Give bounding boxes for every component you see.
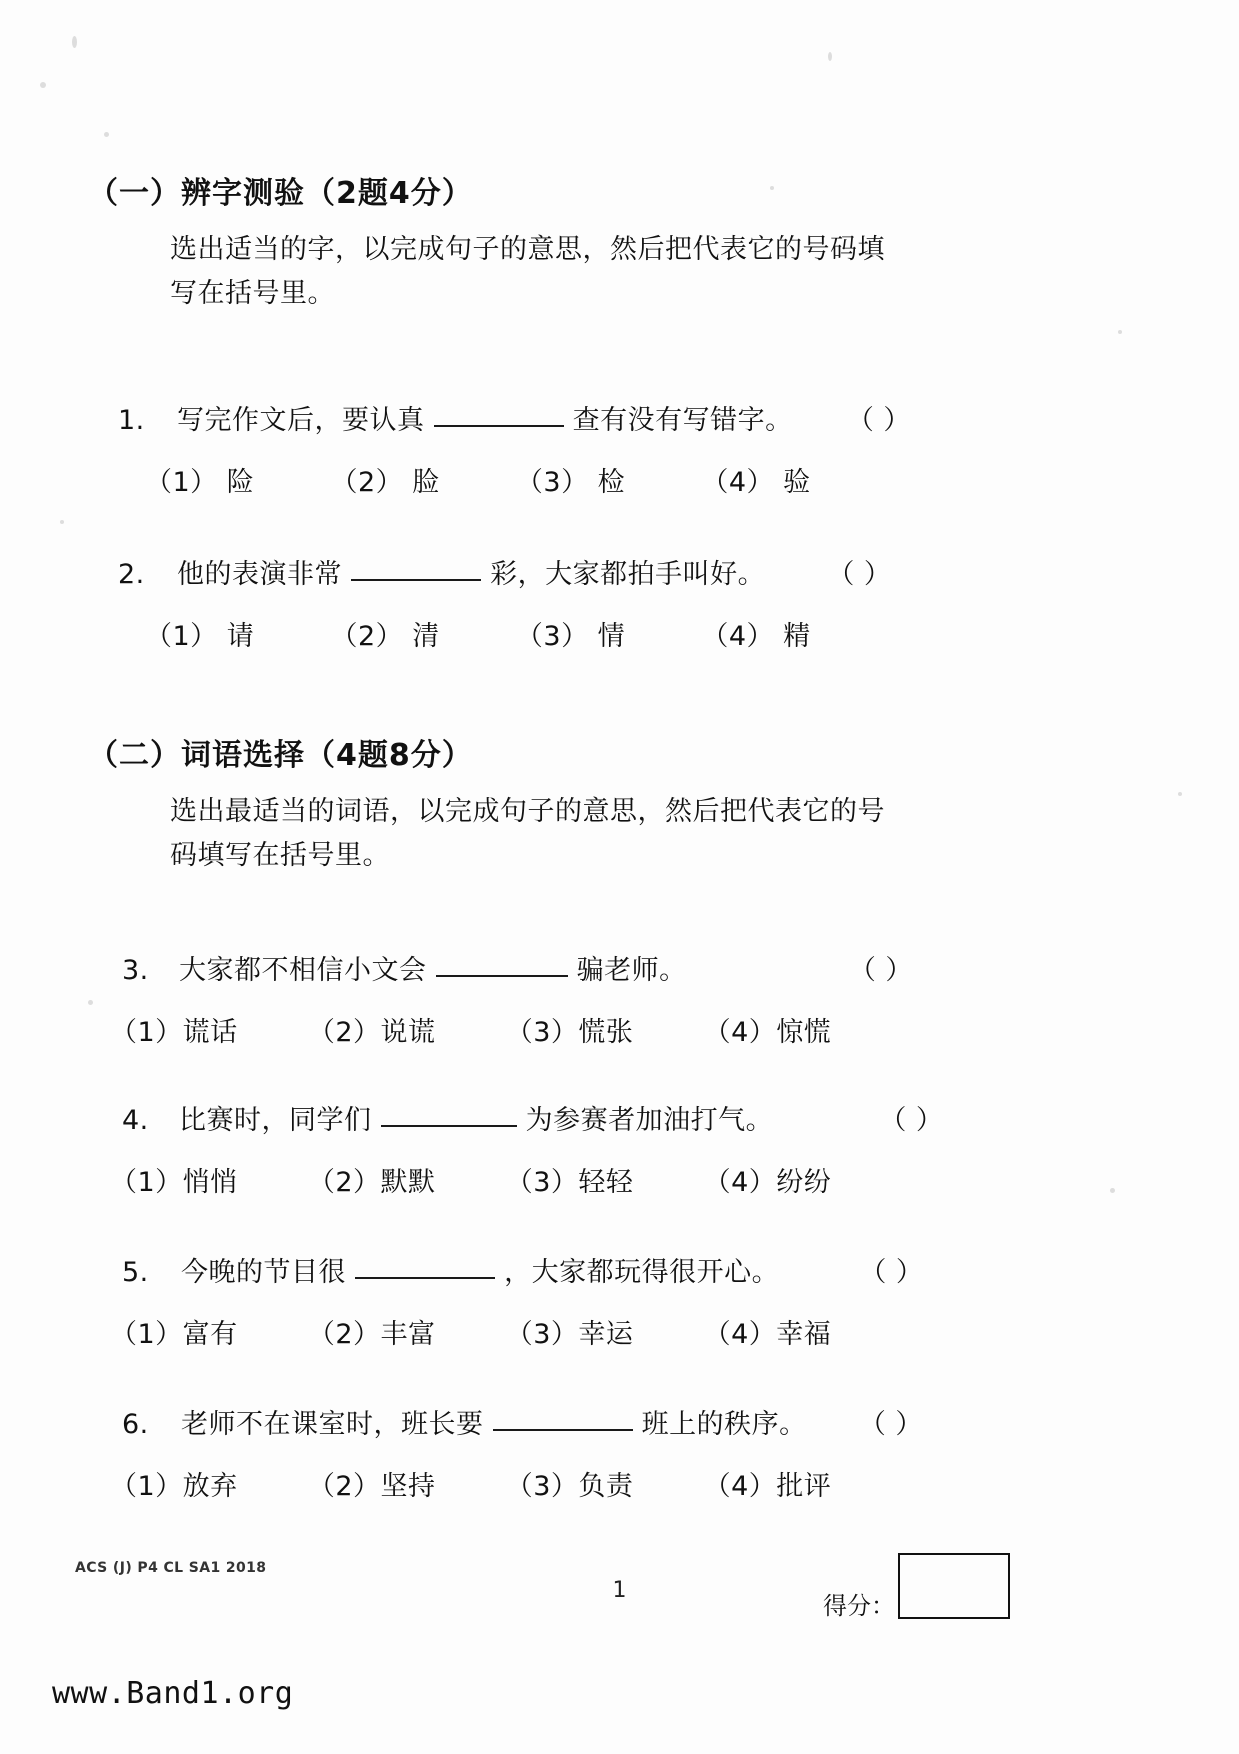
question-4-answer-blank[interactable]	[381, 1125, 517, 1127]
question-6-answer-blank[interactable]	[493, 1429, 633, 1431]
section-title-1: （一）辨字测验（2题4分）	[88, 176, 473, 211]
question-1-option-2[interactable]: （2） 脸	[330, 467, 440, 498]
question-4-option-1[interactable]: （1）悄悄	[110, 1167, 238, 1198]
question-3-stem-after: 骗老师。	[576, 955, 687, 986]
question-3-option-4[interactable]: （4）惊慌	[703, 1017, 832, 1048]
question-3-answer-bracket[interactable]: （ ）	[848, 955, 913, 986]
question-5-number: 5.	[122, 1257, 149, 1288]
question-5-stem	[122, 1250, 923, 1289]
watermark: www.Band1.org	[52, 1676, 294, 1711]
question-1-stem-after: 查有没有写错字。	[572, 405, 793, 436]
question-3-option-3[interactable]: （3）慌张	[505, 1017, 634, 1048]
question-2-number: 2.	[118, 559, 145, 590]
question-2-stem-before: 他的表演非常	[176, 559, 342, 590]
question-5-answer-bracket[interactable]: （ ）	[859, 1257, 924, 1288]
question-6-option-1[interactable]: （1）放弃	[110, 1471, 238, 1502]
question-6-number: 6.	[122, 1409, 149, 1440]
question-2-options	[145, 614, 811, 653]
section-1-instruction-line-1: 选出适当的字，以完成句子的意思，然后把代表它的号码填	[170, 234, 885, 265]
question-2-option-4[interactable]: （4） 精	[701, 621, 811, 652]
question-4-options	[110, 1160, 831, 1199]
question-5-stem-before: 今晚的节目很	[180, 1257, 346, 1288]
question-4-stem-before: 比赛时，同学们	[178, 1105, 372, 1136]
question-4-stem	[122, 1098, 943, 1137]
question-6-option-4[interactable]: （4）批评	[703, 1471, 832, 1502]
question-2-answer-blank[interactable]	[351, 579, 481, 581]
question-5-stem-after: ，大家都玩得很开心。	[504, 1257, 780, 1288]
question-1-stem-before: 写完作文后，要认真	[176, 405, 425, 436]
question-4-stem-after: 为参赛者加油打气。	[525, 1105, 774, 1136]
question-5-option-2[interactable]: （2）丰富	[307, 1319, 436, 1350]
question-2-stem-after: 彩，大家都拍手叫好。	[490, 559, 766, 590]
page-number: 1	[612, 1578, 627, 1603]
question-1-answer-blank[interactable]	[434, 425, 564, 427]
question-5-answer-blank[interactable]	[355, 1277, 495, 1279]
question-6-stem	[122, 1402, 923, 1441]
question-1-stem	[118, 398, 911, 437]
question-5-option-4[interactable]: （4）幸福	[703, 1319, 832, 1350]
score-label: 得分：	[823, 1592, 895, 1620]
question-3-options	[110, 1010, 831, 1049]
question-4-answer-bracket[interactable]: （ ）	[879, 1105, 944, 1136]
question-2-option-1[interactable]: （1） 请	[145, 621, 255, 652]
question-6-option-2[interactable]: （2）坚持	[307, 1471, 436, 1502]
question-5-option-3[interactable]: （3）幸运	[505, 1319, 634, 1350]
score-box[interactable]	[898, 1553, 1010, 1619]
question-2-stem	[118, 552, 891, 591]
question-3-option-1[interactable]: （1）谎话	[110, 1017, 238, 1048]
question-5-option-1[interactable]: （1）富有	[110, 1319, 238, 1350]
section-title-2: （二）词语选择（4题8分）	[88, 738, 473, 773]
question-3-stem-before: 大家都不相信小文会	[178, 955, 427, 986]
question-2-answer-bracket[interactable]: （ ）	[827, 559, 892, 590]
question-2-option-3[interactable]: （3） 情	[515, 621, 626, 652]
section-2-instruction-line-1: 选出最适当的词语，以完成句子的意思，然后把代表它的号	[170, 796, 885, 827]
question-6-answer-bracket[interactable]: （ ）	[858, 1409, 923, 1440]
question-6-stem-before: 老师不在课室时，班长要	[180, 1409, 484, 1440]
section-2-instruction-line-2: 码填写在括号里。	[170, 840, 390, 871]
question-3-number: 3.	[122, 955, 149, 986]
question-4-option-3[interactable]: （3）轻轻	[505, 1167, 634, 1198]
question-1-option-1[interactable]: （1） 险	[145, 467, 255, 498]
question-6-stem-after: 班上的秩序。	[641, 1409, 807, 1440]
question-1-option-4[interactable]: （4） 验	[701, 467, 811, 498]
question-1-number: 1.	[118, 405, 145, 436]
question-3-option-2[interactable]: （2）说谎	[307, 1017, 436, 1048]
question-1-option-3[interactable]: （3） 检	[515, 467, 626, 498]
question-5-options	[110, 1312, 831, 1351]
question-1-options	[145, 460, 811, 499]
question-4-option-4[interactable]: （4）纷纷	[703, 1167, 832, 1198]
question-1-answer-bracket[interactable]: （ ）	[846, 405, 911, 436]
paper-code: ACS (J) P4 CL SA1 2018	[75, 1560, 267, 1576]
question-2-option-2[interactable]: （2） 清	[330, 621, 440, 652]
question-6-options	[110, 1464, 831, 1503]
question-3-stem	[122, 948, 913, 987]
question-4-option-2[interactable]: （2）默默	[307, 1167, 436, 1198]
section-1-instruction-line-2: 写在括号里。	[170, 278, 335, 309]
question-4-number: 4.	[122, 1105, 149, 1136]
question-3-answer-blank[interactable]	[436, 975, 568, 977]
question-6-option-3[interactable]: （3）负责	[505, 1471, 634, 1502]
